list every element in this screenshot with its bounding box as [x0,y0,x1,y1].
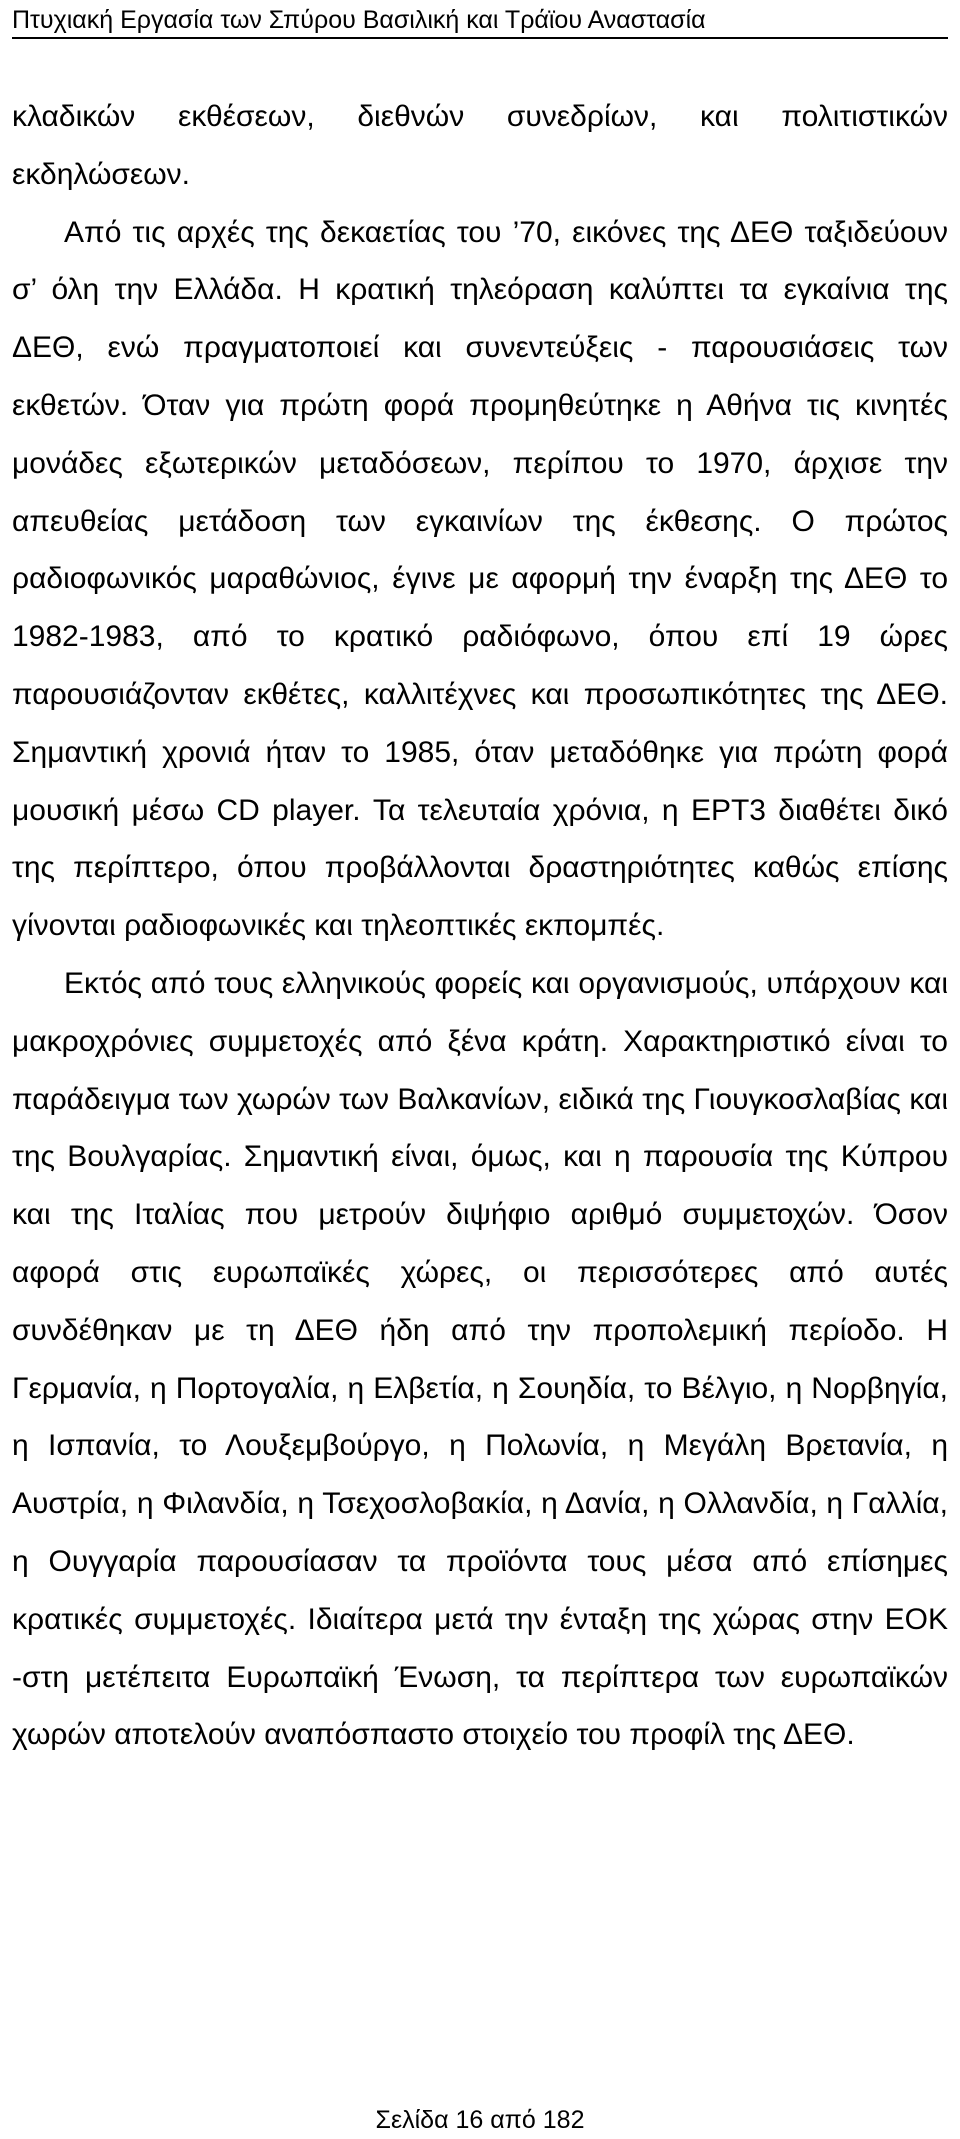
document-body [12,88,948,1764]
paragraph-continuation: κλαδικών εκθέσεων, διεθνών συνεδρίων, και πολιτιστικών εκδηλώσεων. [12,100,948,191]
paragraph-media-coverage: Από τις αρχές της δεκαετίας του ’70, εικόνες της ΔΕΘ ταξιδεύουν σ’ όλη την Ελλάδα. Η κρατική τηλεόραση καλύπτει τα εγκαίνια της ΔΕΘ, ενώ πραγματοποιεί και συνεντεύξεις - παρουσιάσεις των εκθετών. Όταν για πρώτη φορά προμηθεύτηκε η Αθήνα τις κινητές μονάδες εξωτερικών μεταδόσεων, περίπου το 1970, άρχισε την απευθείας μετάδοση των εγκαινίων της έκθεσης. Ο πρώτος ραδιοφωνικός μαραθώνιος, έγινε με αφορμή την έναρξη της ΔΕΘ το 1982-1983, από το κρατικό ραδιόφωνο, όπου επί 19 ώρες παρουσιάζονταν εκθέτες, καλλιτέχνες και προσωπικότητες της ΔΕΘ. Σημαντική χρονιά ήταν το 1985, όταν μεταδόθηκε για πρώτη φορά μουσική μέσω CD player. Τα τελευταία χρόνια, η ΕΡΤ3 διαθέτει δικό της περίπτερο, όπου προβάλλονται δραστηριότητες καθώς επίσης γίνονται ραδιοφωνικές και τηλεοπτικές εκπομπές. [12,215,948,943]
page-number: Σελίδα 16 από 182 [375,2106,585,2134]
page-header: Πτυχιακή Εργασία των Σπύρου Βασιλική και Τράϊου Αναστασία [12,6,706,34]
paragraph-foreign-participation: Εκτός από τους ελληνικούς φορείς και οργανισμούς, υπάρχουν και μακροχρόνιες συμμετοχές από ξένα κράτη. Χαρακτηριστικό είναι το παράδειγμα των χωρών των Βαλκανίων, ειδικά της Γιουγκοσλαβίας και της Βουλγαρίας. Σημαντική είναι, όμως, και η παρουσία της Κύπρου και της Ιταλίας που μετρούν διψήφιο αριθμό συμμετοχών. Όσον αφορά στις ευρωπαϊκές χώρες, οι περισσότερες από αυτές συνδέθηκαν με τη ΔΕΘ ήδη από την προπολεμική περίοδο. Η Γερμανία, η Πορτογαλία, η Ελβετία, η Σουηδία, το Βέλγιο, η Νορβηγία, η Ισπανία, το Λουξεμβούργο, η Πολωνία, η Μεγάλη Βρετανία, η Αυστρία, η Φιλανδία, η Τσεχοσλοβακία, η Δανία, η Ολλανδία, η Γαλλία, η Ουγγαρία παρουσίασαν τα προϊόντα τους μέσα από επίσημες κρατικές συμμετοχές. Ιδιαίτερα μετά την ένταξη της χώρας στην ΕΟΚ -στη μετέπειτα Ευρωπαϊκή Ένωση, τα περίπτερα των ευρωπαϊκών χωρών αποτελούν αναπόσπαστο στοιχείο του προφίλ της ΔΕΘ. [12,966,948,1752]
header-divider [12,37,948,39]
